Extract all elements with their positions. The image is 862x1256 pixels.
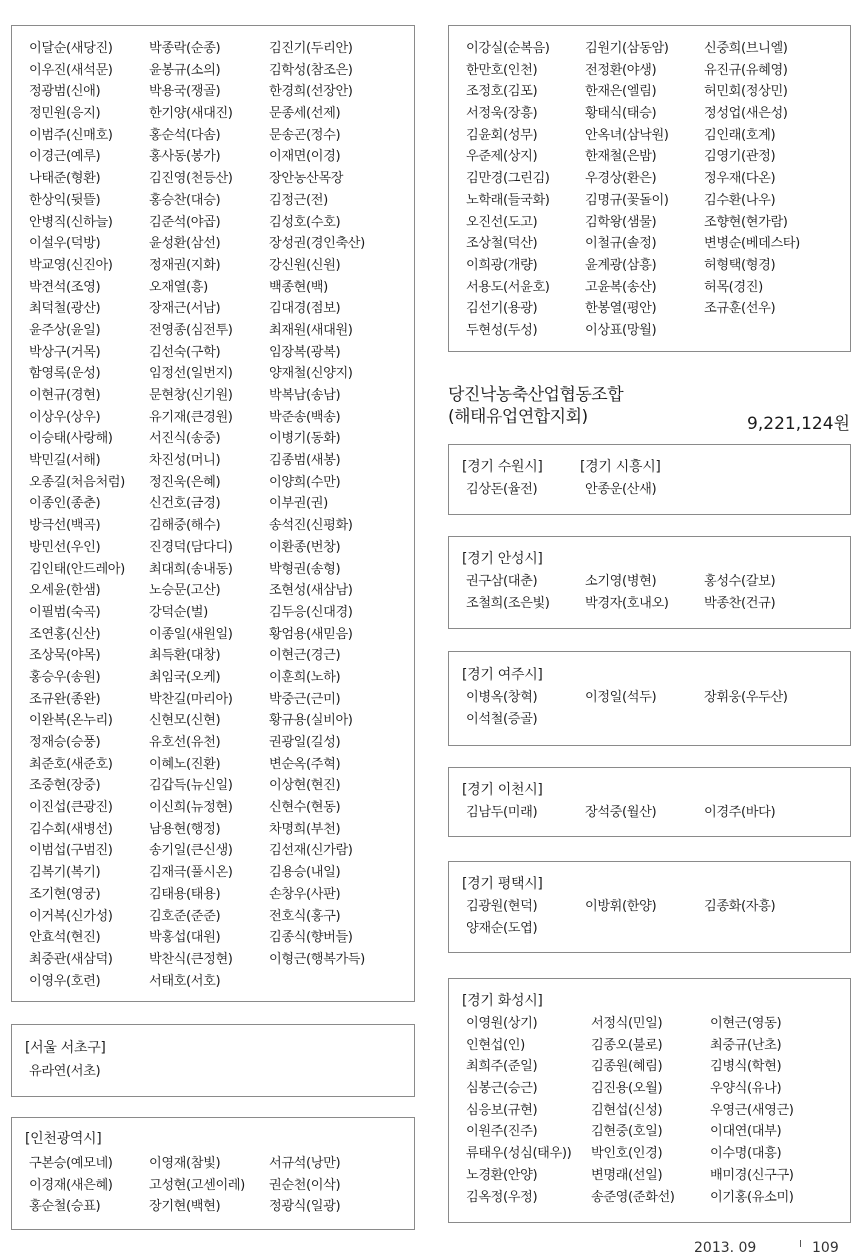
donor-name: 김상돈(율전) bbox=[466, 482, 538, 497]
donor-name: 구본승(예모네) bbox=[29, 1156, 113, 1171]
donor-name: 유라연(서초) bbox=[29, 1064, 101, 1079]
donor-name: 이종인(종춘) bbox=[29, 496, 101, 512]
hwaseong-title: [경기 화성시] bbox=[462, 993, 543, 1009]
donor-name: 백종현(백) bbox=[269, 279, 328, 295]
incheon-grid bbox=[29, 1153, 414, 1218]
donor-name: 김종오(불로) bbox=[591, 1037, 663, 1053]
anseong-grid bbox=[466, 571, 850, 614]
incheon-box bbox=[11, 1117, 415, 1230]
donor-name: 김복기(복기) bbox=[29, 865, 101, 881]
donor-name: 이방휘(한양) bbox=[585, 899, 657, 914]
union-name-line1: 당진낙농축산업협동조합 bbox=[448, 385, 624, 405]
donor-name: 최대희(송내동) bbox=[149, 561, 233, 577]
donor-name: 남용현(행정) bbox=[149, 821, 221, 837]
donor-name: 손창우(사판) bbox=[269, 886, 341, 902]
donor-name: 박형권(송형) bbox=[269, 561, 341, 577]
donor-name: 김윤회(성무) bbox=[466, 127, 538, 143]
donor-name: 박종찬(건규) bbox=[704, 595, 776, 611]
donor-name: 양재철(신양지) bbox=[269, 366, 353, 382]
donor-name: 이형근(행복가득) bbox=[269, 951, 365, 967]
donor-name: 김학왕(샘물) bbox=[585, 214, 657, 230]
donor-name: 고윤복(송산) bbox=[585, 279, 657, 295]
donor-name: 한만호(인천) bbox=[466, 62, 538, 78]
donor-name: 이우진(새석문) bbox=[29, 62, 113, 78]
donor-name bbox=[269, 971, 419, 993]
donor-name: 유진규(유혜영) bbox=[704, 62, 788, 78]
donor-name: 이영재(참빛) bbox=[149, 1156, 221, 1171]
donor-name: 홍순석(다솜) bbox=[149, 127, 221, 143]
union-amount: 9,221,124원 bbox=[747, 414, 850, 434]
hwaseong-grid bbox=[466, 1013, 850, 1208]
donor-name: 권순천(이삭) bbox=[269, 1177, 341, 1193]
donor-name: 장성권(경인축산) bbox=[269, 236, 365, 252]
donor-name: 김두응(신대경) bbox=[269, 604, 353, 620]
donor-name: 이강실(순복음) bbox=[466, 41, 550, 56]
donor-name: 조규완(종완) bbox=[29, 691, 101, 707]
donor-name: 정민원(응지) bbox=[29, 106, 101, 122]
donor-name: 장안농산목장 bbox=[269, 171, 344, 187]
donor-name: 정광범(신애) bbox=[29, 84, 101, 100]
donor-name: 노승문(고산) bbox=[149, 583, 221, 599]
donor-name: 이신희(뉴정현) bbox=[149, 800, 233, 816]
donor-name: 서정욱(장흥) bbox=[466, 106, 538, 122]
donor-name: 김준석(야곱) bbox=[149, 214, 221, 230]
donor-name: 전영종(심전투) bbox=[149, 322, 233, 338]
donor-name: 이혜노(진환) bbox=[149, 756, 221, 772]
donor-name: 홍승찬(대승) bbox=[149, 192, 221, 208]
donor-name: 류태우(성심(태우)) bbox=[466, 1146, 572, 1162]
donor-name: 김병식(학현) bbox=[710, 1059, 782, 1075]
donor-name: 박홍섭(대원) bbox=[149, 930, 221, 946]
icheon-box bbox=[448, 767, 851, 837]
donor-name: 장석중(월산) bbox=[585, 805, 657, 820]
icheon-title: [경기 이천시] bbox=[462, 782, 543, 798]
donor-name: 이거복(신가성) bbox=[29, 908, 113, 924]
donor-name: 이범섭(구범진) bbox=[29, 843, 113, 859]
suwon-title: [경기 수원시] bbox=[462, 459, 543, 475]
donor-name: 이종일(새원일) bbox=[149, 626, 233, 642]
donor-name: 김영기(관정) bbox=[704, 149, 776, 165]
donor-name bbox=[585, 709, 704, 731]
donor-name: 박상구(거목) bbox=[29, 344, 101, 360]
donor-name: 신현모(신현) bbox=[149, 713, 221, 729]
donor-name: 김종식(향버들) bbox=[269, 930, 353, 946]
donor-name: 송준영(준화선) bbox=[591, 1189, 675, 1205]
suwon-siheung-box bbox=[448, 444, 851, 515]
donor-name: 이양희(수만) bbox=[269, 474, 341, 490]
donor-name: 김선재(신가람) bbox=[269, 843, 353, 859]
donor-name: 한봉열(평안) bbox=[585, 301, 657, 317]
donor-name: 윤계광(삼흥) bbox=[585, 257, 657, 273]
donor-name: 이현근(영동) bbox=[710, 1016, 782, 1031]
donor-name: 김해중(해수) bbox=[149, 518, 221, 534]
union-name bbox=[448, 384, 623, 428]
icheon-grid bbox=[466, 802, 850, 824]
donor-name: 최덕철(광산) bbox=[29, 301, 101, 317]
donor-name: 이희광(개량) bbox=[466, 257, 538, 273]
donor-name: 정재승(승풍) bbox=[29, 735, 101, 750]
donor-name: 정광식(일광) bbox=[269, 1199, 341, 1215]
donor-name: 김대경(점보) bbox=[269, 301, 341, 317]
donor-name: 조철희(조은빛) bbox=[466, 595, 550, 611]
donor-name: 장재근(서남) bbox=[149, 301, 221, 317]
donor-name: 최재원(새대원) bbox=[269, 322, 353, 338]
right-donor-grid bbox=[466, 38, 850, 342]
donor-name: 오재열(흥) bbox=[149, 279, 208, 295]
donor-name: 나태준(형환) bbox=[29, 171, 101, 187]
donor-name: 이철규(솔정) bbox=[585, 236, 657, 252]
donor-name: 안병직(신하늘) bbox=[29, 214, 113, 230]
donor-name: 이정일(석두) bbox=[585, 690, 657, 705]
donor-name: 최희주(준일) bbox=[466, 1059, 538, 1075]
pyeongtaek-title: [경기 평택시] bbox=[462, 876, 543, 892]
donor-name: 임정선(일번지) bbox=[149, 366, 233, 382]
donor-name: 박찬길(마리아) bbox=[149, 691, 233, 707]
donor-name: 안효석(현진) bbox=[29, 930, 101, 946]
donor-name: 이완복(온누리) bbox=[29, 713, 113, 729]
right-donor-box bbox=[448, 25, 851, 352]
donor-name: 이수명(대흥) bbox=[710, 1146, 782, 1162]
donor-name: 두현성(두성) bbox=[466, 322, 538, 338]
donor-name: 심응보(규현) bbox=[466, 1102, 538, 1118]
donor-name: 김종원(혜림) bbox=[591, 1059, 663, 1075]
donor-name: 우영근(새영근) bbox=[710, 1102, 794, 1118]
donor-name bbox=[585, 918, 704, 940]
donor-name: 송기일(큰신생) bbox=[149, 843, 233, 859]
donor-name: 송석진(신평화) bbox=[269, 518, 353, 534]
donor-name: 조향현(현가람) bbox=[704, 214, 788, 230]
donor-name: 김용승(내일) bbox=[269, 865, 341, 881]
donor-name: 박민길(서해) bbox=[29, 453, 101, 469]
incheon-title: [인천광역시] bbox=[25, 1131, 102, 1147]
donor-name: 윤봉규(소의) bbox=[149, 62, 221, 78]
donor-name: 조정호(김포) bbox=[466, 84, 538, 100]
donor-name: 최중관(새삼덕) bbox=[29, 951, 113, 967]
anseong-title: [경기 안성시] bbox=[462, 551, 543, 567]
donor-name: 박교영(신진아) bbox=[29, 257, 113, 273]
donor-name: 방극선(백곡) bbox=[29, 518, 101, 534]
donor-name: 김남두(미래) bbox=[466, 805, 538, 820]
donor-name: 조중현(장중) bbox=[29, 778, 101, 794]
union-name-line2: (해태유업연합지회) bbox=[448, 407, 588, 427]
donor-name: 양재순(도엽) bbox=[466, 920, 538, 936]
donor-name: 한재철(은밤) bbox=[585, 149, 657, 165]
donor-name: 차명희(부천) bbox=[269, 821, 341, 837]
donor-name: 홍성수(갈보) bbox=[704, 574, 776, 589]
donor-name: 이병기(동화) bbox=[269, 431, 341, 447]
seocho-title: [서울 서초구] bbox=[25, 1040, 106, 1056]
hwaseong-box bbox=[448, 978, 851, 1223]
donor-name: 박인호(인경) bbox=[591, 1146, 663, 1162]
donor-name: 김수환(나우) bbox=[704, 192, 776, 208]
donor-name: 이필범(숙곡) bbox=[29, 604, 101, 620]
donor-name: 허목(경진) bbox=[704, 279, 763, 295]
donor-name: 이기홍(유소미) bbox=[710, 1189, 794, 1205]
donor-name: 김정근(전) bbox=[269, 192, 328, 208]
donor-name: 김선기(용광) bbox=[466, 301, 538, 317]
donor-name: 정재권(지화) bbox=[149, 257, 221, 273]
donor-name: 인현섭(인) bbox=[466, 1037, 525, 1053]
donor-name: 변병순(베데스타) bbox=[704, 236, 800, 252]
yeoju-grid bbox=[466, 687, 850, 730]
suwon-grid bbox=[466, 479, 850, 501]
seocho-grid bbox=[29, 1061, 414, 1083]
donor-name: 오진선(도고) bbox=[466, 214, 538, 230]
donor-name: 소기영(병현) bbox=[585, 574, 657, 589]
donor-name: 박용국(쟁골) bbox=[149, 84, 221, 100]
donor-name: 이경근(예루) bbox=[29, 149, 101, 165]
donor-name: 박중근(근미) bbox=[269, 691, 341, 707]
donor-name: 김명규(꽃돌이) bbox=[585, 192, 669, 208]
donor-name: 김재극(풀시온) bbox=[149, 865, 233, 881]
donor-name: 이달순(새당진) bbox=[29, 41, 113, 56]
donor-name: 홍승우(송원) bbox=[29, 669, 101, 685]
pyeongtaek-grid bbox=[466, 896, 850, 939]
donor-name: 이상우(상우) bbox=[29, 409, 101, 425]
donor-name: 이범주(신매호) bbox=[29, 127, 113, 143]
donor-name: 황엄용(새믿음) bbox=[269, 626, 353, 642]
donor-name: 이설우(덕방) bbox=[29, 236, 101, 252]
donor-name: 차진성(머니) bbox=[149, 453, 221, 469]
donor-name: 서정식(민일) bbox=[591, 1016, 663, 1031]
donor-name: 한상익(뒷뜰) bbox=[29, 192, 101, 208]
footer-date: 2013. 09 bbox=[694, 1240, 757, 1256]
donor-name: 김학성(참조은) bbox=[269, 62, 353, 78]
donor-name: 한경희(선장안) bbox=[269, 84, 353, 100]
donor-name: 문종세(선제) bbox=[269, 106, 341, 122]
donor-name: 황규용(실비아) bbox=[269, 713, 353, 729]
donor-name: 문현창(신기원) bbox=[149, 388, 233, 403]
donor-name: 서용도(서윤호) bbox=[466, 279, 550, 295]
donor-name: 신현수(현동) bbox=[269, 800, 341, 816]
donor-name: 장기현(백현) bbox=[149, 1199, 221, 1215]
donor-name: 이현근(경근) bbox=[269, 648, 341, 664]
donor-name: 전정환(야생) bbox=[585, 62, 657, 78]
donor-name: 윤성환(삼선) bbox=[149, 236, 221, 252]
donor-name: 신중희(브니엘) bbox=[704, 41, 788, 56]
donor-name: 박복남(송남) bbox=[269, 388, 341, 403]
page-number: 109 bbox=[812, 1240, 839, 1256]
donor-name: 이석철(증골) bbox=[466, 711, 538, 727]
donor-name: 허형택(형경) bbox=[704, 257, 776, 273]
donor-name: 신건호(금경) bbox=[149, 496, 221, 512]
donor-name: 홍사동(봉가) bbox=[149, 149, 221, 165]
donor-name: 강신원(신원) bbox=[269, 257, 341, 273]
donor-name: 정진욱(은혜) bbox=[149, 474, 221, 490]
anseong-box bbox=[448, 536, 851, 629]
donor-name: 김종범(새봉) bbox=[269, 453, 341, 469]
donor-name: 유호선(유천) bbox=[149, 735, 221, 750]
donor-name: 김호준(준준) bbox=[149, 908, 221, 924]
donor-name: 이상현(현진) bbox=[269, 778, 341, 794]
donor-name: 서진식(송중) bbox=[149, 431, 221, 447]
donor-name: 이부권(권) bbox=[269, 496, 328, 512]
donor-name: 조상묵(야목) bbox=[29, 648, 101, 664]
donor-name: 안종운(산새) bbox=[585, 482, 657, 497]
donor-name: 김광원(현덕) bbox=[466, 899, 538, 914]
donor-name: 오종길(처음처럼) bbox=[29, 474, 125, 490]
donor-name: 김태용(태용) bbox=[149, 886, 221, 902]
donor-name: 우준제(상지) bbox=[466, 149, 538, 165]
donor-name: 서규석(낭만) bbox=[269, 1156, 341, 1171]
donor-name: 권구삼(대춘) bbox=[466, 574, 538, 589]
donor-name: 김현섭(신성) bbox=[591, 1102, 663, 1118]
donor-name: 이영원(상기) bbox=[466, 1016, 538, 1031]
donor-name: 한기양(새대진) bbox=[149, 106, 233, 122]
donor-name bbox=[704, 320, 854, 342]
donor-name: 심봉근(승근) bbox=[466, 1081, 538, 1097]
donor-name: 김진기(두리안) bbox=[269, 41, 353, 56]
left-donor-box bbox=[11, 25, 415, 1002]
donor-name: 노학래(들국화) bbox=[466, 192, 550, 208]
donor-name: 이현규(경현) bbox=[29, 388, 101, 403]
donor-name: 이영우(호련) bbox=[29, 973, 101, 989]
footer-divider bbox=[800, 1240, 801, 1247]
donor-name: 우경상(환은) bbox=[585, 171, 657, 187]
donor-name: 허민회(정상민) bbox=[704, 84, 788, 100]
donor-name: 김수회(새병선) bbox=[29, 821, 113, 837]
donor-name: 홍순철(승표) bbox=[29, 1199, 101, 1215]
donor-name: 김원기(삼동암) bbox=[585, 41, 669, 56]
donor-name: 박종락(순종) bbox=[149, 41, 221, 56]
donor-name: 이병옥(창혁) bbox=[466, 690, 538, 705]
donor-name: 우양식(유나) bbox=[710, 1081, 782, 1097]
donor-name: 이훈희(노하) bbox=[269, 669, 341, 685]
donor-name: 최중규(난초) bbox=[710, 1037, 782, 1053]
donor-name: 최임국(오케) bbox=[149, 669, 221, 685]
pyeongtaek-box bbox=[448, 861, 851, 953]
donor-name: 정성업(새은성) bbox=[704, 106, 788, 122]
siheung-title: [경기 시흥시] bbox=[580, 459, 661, 475]
donor-name: 김선숙(구학) bbox=[149, 344, 221, 360]
donor-name: 김성호(수호) bbox=[269, 214, 341, 230]
donor-name: 전호식(홍구) bbox=[269, 908, 341, 924]
donor-name: 이재면(이경) bbox=[269, 149, 341, 165]
donor-name: 이환종(번창) bbox=[269, 539, 341, 555]
donor-name: 고성현(고센이레) bbox=[149, 1177, 245, 1193]
donor-name: 방민선(우인) bbox=[29, 539, 101, 555]
donor-name: 이원주(진주) bbox=[466, 1124, 538, 1140]
donor-name: 정우재(다온) bbox=[704, 171, 776, 187]
donor-name: 변순옥(주혁) bbox=[269, 756, 341, 772]
donor-name: 황태식(태승) bbox=[585, 106, 657, 122]
donor-name: 김종화(자흥) bbox=[704, 899, 776, 914]
donor-name: 변명래(선일) bbox=[591, 1167, 663, 1183]
donor-name: 유기재(큰경원) bbox=[149, 409, 233, 425]
donor-name: 강덕순(벌) bbox=[149, 604, 208, 620]
donor-name: 서태호(서호) bbox=[149, 973, 221, 989]
left-donor-grid bbox=[29, 38, 414, 992]
donor-name: 배미경(신구구) bbox=[710, 1167, 794, 1183]
seocho-box bbox=[11, 1024, 415, 1097]
donor-name: 김갑득(뉴신일) bbox=[149, 778, 233, 794]
donor-name: 김인태(안드레아) bbox=[29, 561, 125, 577]
donor-name: 안옥녀(삼낙원) bbox=[585, 127, 669, 143]
donor-name: 김현중(호일) bbox=[591, 1124, 663, 1140]
donor-name: 이대연(대부) bbox=[710, 1124, 782, 1140]
donor-name bbox=[704, 918, 854, 940]
donor-name: 최득환(대창) bbox=[149, 648, 221, 664]
donor-name: 조현성(새삼남) bbox=[269, 583, 353, 599]
donor-name: 이경재(새은혜) bbox=[29, 1177, 113, 1193]
donor-name: 조규훈(선우) bbox=[704, 301, 776, 317]
donor-name: 권광일(길성) bbox=[269, 735, 341, 750]
donor-name: 이승태(사랑해) bbox=[29, 431, 113, 447]
donor-name: 김옥정(우정) bbox=[466, 1189, 538, 1205]
donor-name: 진경덕(담다디) bbox=[149, 539, 233, 555]
donor-name: 조연홍(신산) bbox=[29, 626, 101, 642]
donor-name: 윤주상(윤일) bbox=[29, 322, 101, 338]
donor-name: 조기현(영궁) bbox=[29, 886, 101, 902]
donor-name: 김진용(오월) bbox=[591, 1081, 663, 1097]
donor-name: 노경환(안양) bbox=[466, 1167, 538, 1183]
donor-name: 김진영(천등산) bbox=[149, 171, 233, 187]
donor-name: 임장복(광복) bbox=[269, 344, 341, 360]
donor-name: 이상표(망월) bbox=[585, 322, 657, 338]
donor-name: 박찬식(큰정현) bbox=[149, 951, 233, 967]
donor-name: 김만경(그린김) bbox=[466, 171, 550, 187]
donor-name: 문송곤(정수) bbox=[269, 127, 341, 143]
donor-name: 장휘웅(우두산) bbox=[704, 690, 788, 705]
donor-name: 이경주(바다) bbox=[704, 805, 776, 820]
donor-name: 조상철(덕산) bbox=[466, 236, 538, 252]
donor-name bbox=[704, 709, 854, 731]
donor-name: 최준호(새준호) bbox=[29, 756, 113, 772]
donor-name: 박견석(조영) bbox=[29, 279, 101, 295]
donor-name: 김인래(호계) bbox=[704, 127, 776, 143]
donor-name: 함영록(운성) bbox=[29, 366, 101, 382]
donor-name: 박준송(백송) bbox=[269, 409, 341, 425]
donor-name: 한재은(엘림) bbox=[585, 84, 657, 100]
donor-name: 박경자(호내오) bbox=[585, 595, 669, 611]
yeoju-title: [경기 여주시] bbox=[462, 667, 543, 683]
yeoju-box bbox=[448, 651, 851, 746]
donor-name: 오세윤(한샘) bbox=[29, 583, 101, 599]
donor-name: 이진섭(큰광진) bbox=[29, 800, 113, 816]
